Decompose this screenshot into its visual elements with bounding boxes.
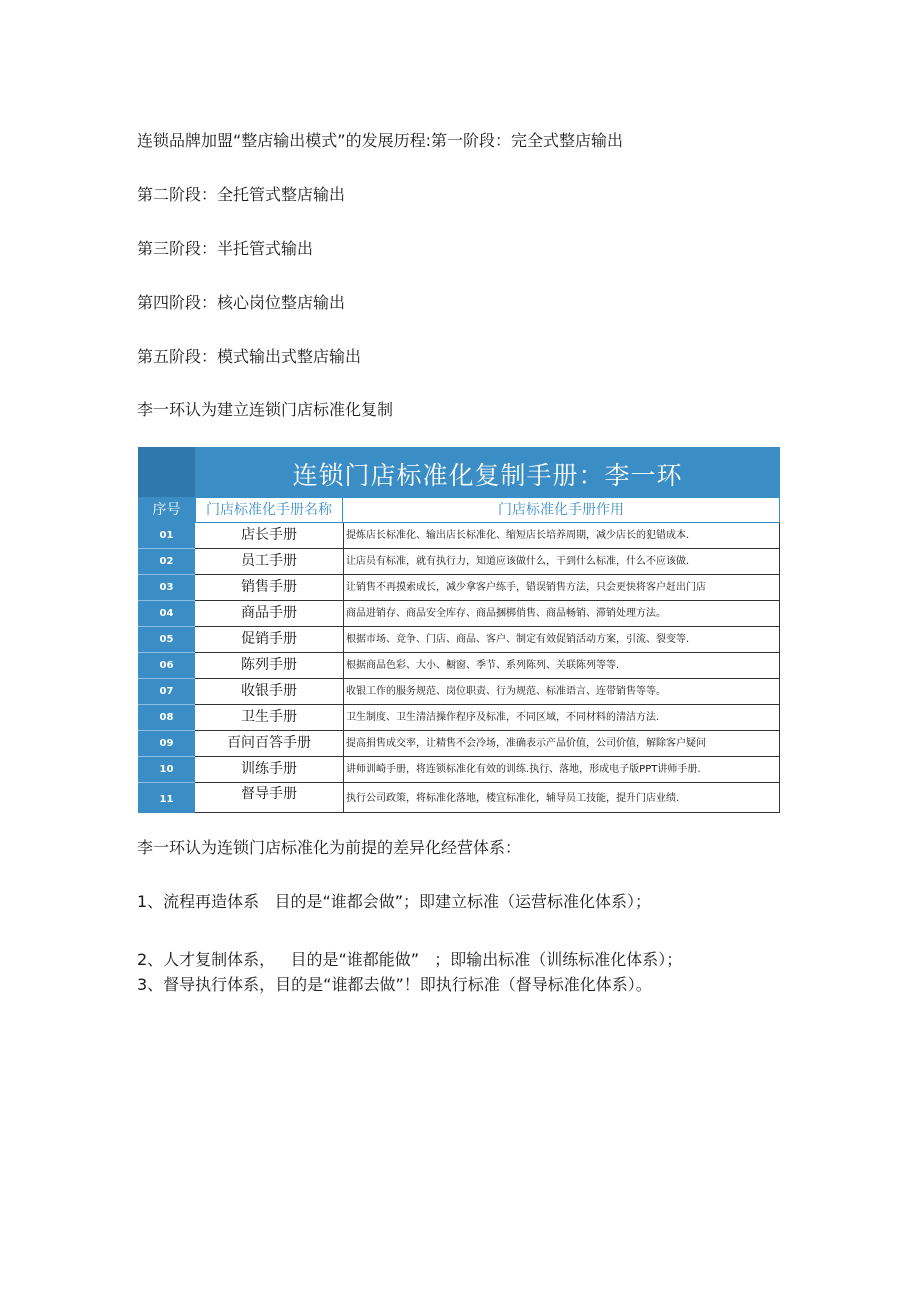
table-row <box>138 731 780 757</box>
row-no: 07 <box>138 679 195 705</box>
table-row <box>138 705 780 731</box>
row-desc: 让店员有标准，就有执行力，知道应该做什么，干到什么标准，什么不应该做. <box>343 549 780 575</box>
row-name: 督导手册 <box>195 783 343 813</box>
row-name: 促销手册 <box>195 627 343 653</box>
table-row <box>138 679 780 705</box>
row-no: 09 <box>138 731 195 757</box>
row-desc: 让销售不再摸索成长，减少拿客户练手，错误销售方法，只会更快将客户赶出门店 <box>343 575 780 601</box>
row-no: 01 <box>138 523 195 549</box>
row-no: 02 <box>138 549 195 575</box>
manual-table <box>138 447 780 809</box>
stage-three-text: 第三阶段：半托管式输出 <box>137 239 314 258</box>
row-name: 商品手册 <box>195 601 343 627</box>
header-desc: 门店标准化手册作用 <box>343 497 780 523</box>
row-name: 百问百答手册 <box>195 731 343 757</box>
row-no: 08 <box>138 705 195 731</box>
table-row <box>138 523 780 549</box>
row-name: 训练手册 <box>195 757 343 783</box>
row-no: 11 <box>138 783 195 813</box>
row-name: 店长手册 <box>195 523 343 549</box>
row-desc: 提炼店长标准化、输出店长标准化、缩短店长培养周期，减少店长的犯错成本. <box>343 523 780 549</box>
header-no: 序号 <box>138 497 195 523</box>
banner-corner <box>138 447 195 497</box>
row-name: 卫生手册 <box>195 705 343 731</box>
system-item-1: 1、流程再造体系 目的是“谁都会做”；即建立标准（运营标准化体系）； <box>137 892 652 911</box>
table-row <box>138 757 780 783</box>
row-name: 员工手册 <box>195 549 343 575</box>
row-desc: 讲师训崎手册，将连锁标准化有效的训练.执行、落地，形成电子版PPT讲师手册. <box>343 757 780 783</box>
table-row <box>138 601 780 627</box>
table-body <box>138 523 780 813</box>
table-row <box>138 653 780 679</box>
row-no: 06 <box>138 653 195 679</box>
stage-two-text: 第二阶段：全托管式整店输出 <box>137 185 346 204</box>
table-row <box>138 575 780 601</box>
row-no: 03 <box>138 575 195 601</box>
stage-intro-text: 连锁品牌加盟“整店输出模式”的发展历程:第一阶段：完全式整店输出 <box>137 131 623 150</box>
stage-five-text: 第五阶段：模式输出式整店输出 <box>137 347 362 366</box>
stage-four-text: 第四阶段：核心岗位整店输出 <box>137 293 346 312</box>
table-header-row <box>138 497 780 523</box>
table-row <box>138 783 780 813</box>
row-desc: 提高捐售成交率，让精售不会冷场，准确表示产品价值，公司价值，解除客户疑问 <box>343 731 780 757</box>
system-item-2: 2、人才复制体系， 目的是“谁都能做” ；即输出标准（训练标准化体系）； <box>137 950 683 969</box>
system-intro-text: 李一环认为连锁门店标准化为前提的差异化经营体系： <box>137 838 522 857</box>
row-desc: 执行公司政策，将标准化落地，楼宜标准化，辅导员工技能，提升门店业绩. <box>343 783 780 813</box>
row-desc: 根据商品色彩、大小、橱窗、季节、系列陈列、关联陈列等等. <box>343 653 780 679</box>
row-name: 销售手册 <box>195 575 343 601</box>
row-no: 04 <box>138 601 195 627</box>
row-name: 陈列手册 <box>195 653 343 679</box>
row-name: 收银手册 <box>195 679 343 705</box>
table-title: 连锁门店标准化复制手册：李一环 <box>292 461 683 490</box>
table-row <box>138 627 780 653</box>
row-desc: 卫生制度、卫生清洁操作程序及标准，不同区域，不同材料的清洁方法. <box>343 705 780 731</box>
row-desc: 商品进销存、商品安全库存、商品捆梆俏售、商品畅销、滞销处理方法。 <box>343 601 780 627</box>
row-no: 05 <box>138 627 195 653</box>
row-no: 10 <box>138 757 195 783</box>
table-banner <box>138 447 780 497</box>
row-desc: 收银工作的服务规范、岗位职责、行为规范、标准语言、连带销售等等。 <box>343 679 780 705</box>
header-name: 门店标准化手册名称 <box>195 497 343 523</box>
standardization-intro-text: 李一环认为建立连锁门店标准化复制 <box>137 400 394 419</box>
table-row <box>138 549 780 575</box>
row-desc: 根据市场、竞争、门店、商品、客户、制定有效促销活动方案，引流、裂变等. <box>343 627 780 653</box>
system-item-3: 3、督导执行体系，目的是“谁都去做”！即执行标准（督导标准化体系）。 <box>137 975 652 994</box>
